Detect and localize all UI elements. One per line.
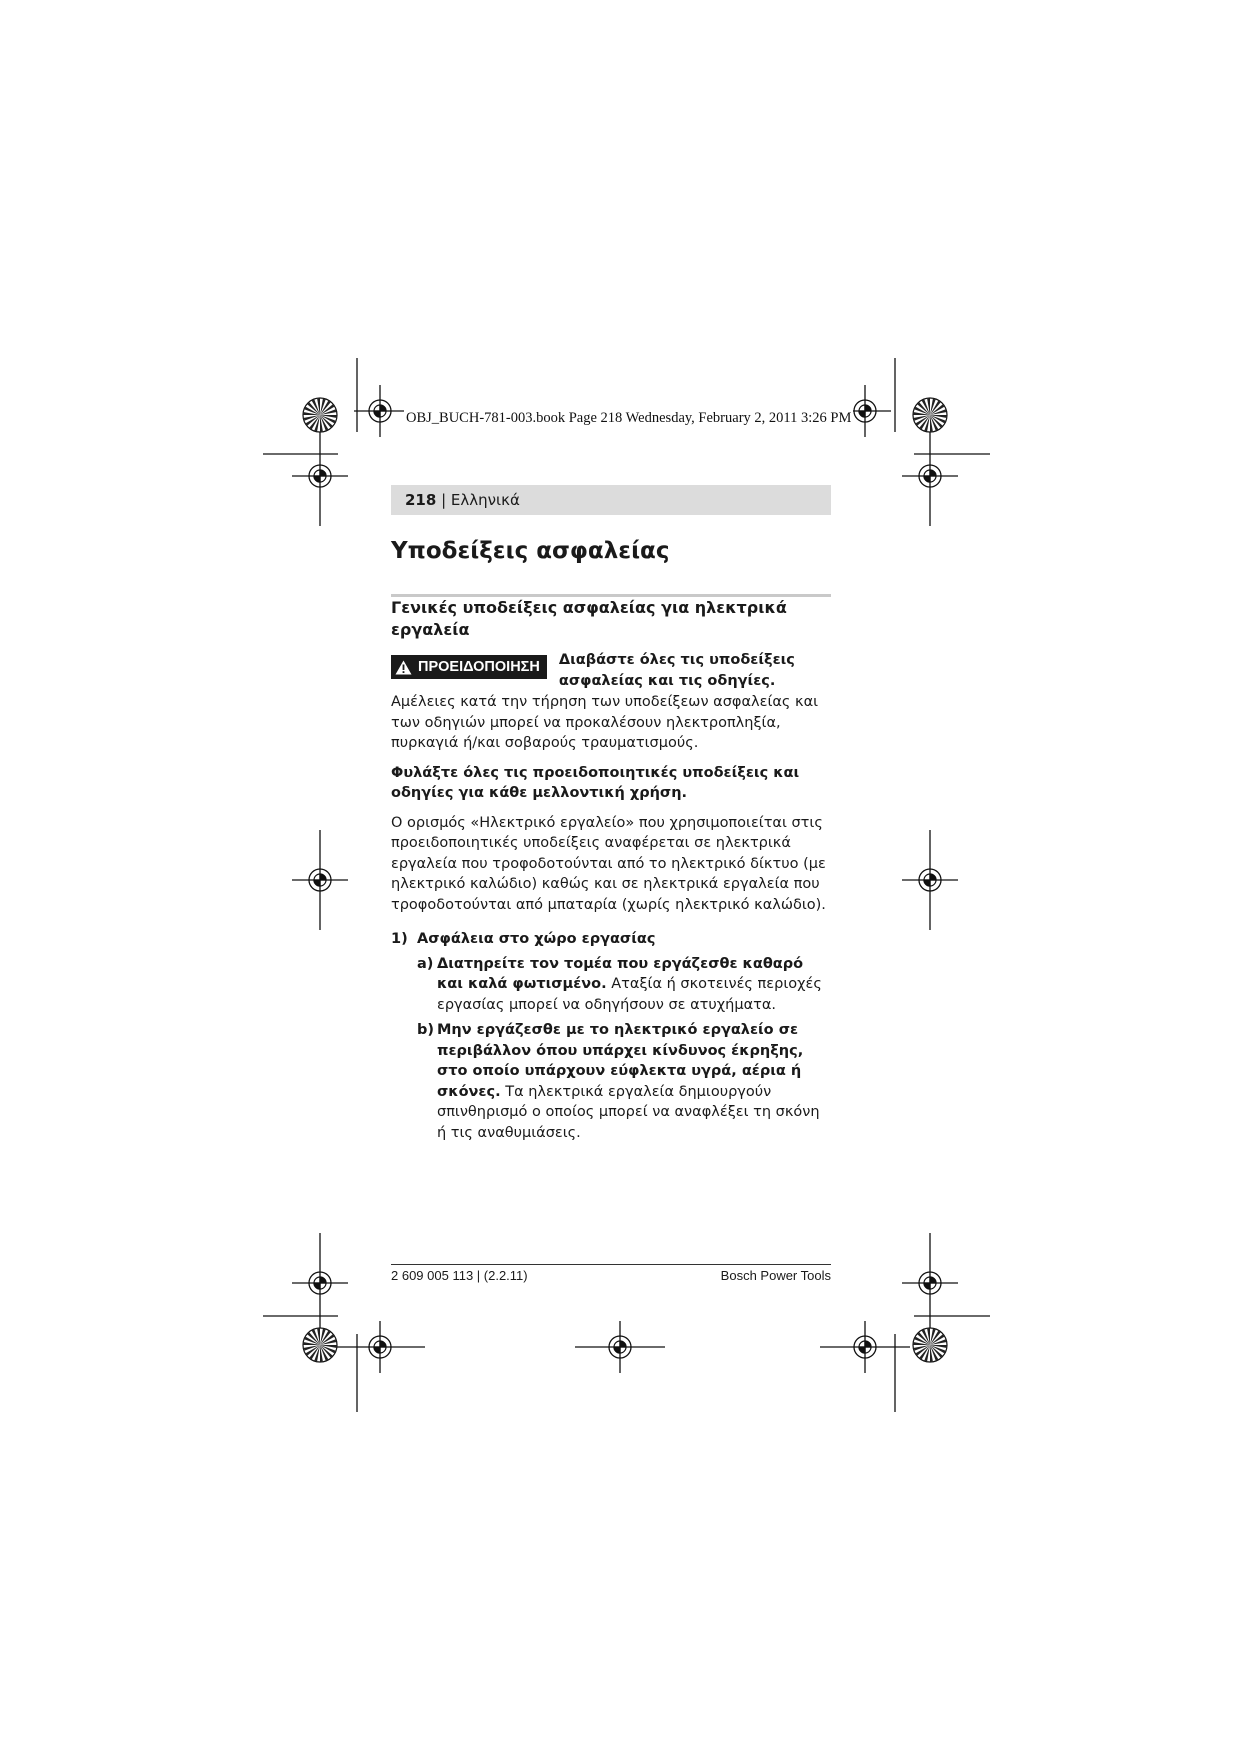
item-text: Αταξία ή σκοτεινές περιοχές εργασίας μπορεί να οδηγήσουν σε ατυχήματα. (437, 976, 822, 1013)
registration-mark-icon (292, 426, 348, 526)
item-text: Τα ηλεκτρικά εργαλεία δημιουργούν σπινθηρισμό ο οποίος μπορεί να αναφλέξει τη σκόνη ή τις αναθυμιάσεις. (437, 1083, 820, 1141)
numbered-list (391, 929, 831, 1143)
color-target-icon (303, 398, 337, 432)
list-item (417, 1020, 831, 1143)
color-target-icon (913, 398, 947, 432)
header-language: Ελληνικά (450, 491, 520, 509)
sub-list (417, 954, 831, 1144)
registration-mark-icon (292, 830, 348, 930)
registration-mark-icon (902, 1233, 958, 1333)
item-letter: a) (417, 955, 434, 972)
registration-mark-icon (575, 1321, 665, 1373)
paragraph-3: Ο ορισμός «Ηλεκτρικό εργαλείο» που χρησιμοποιείται στις προειδοποιητικές υποδείξεις αναφέρεται σε ηλεκτρικά εργαλεία που τροφοδοτούνται από το ηλεκτρικό δίκτυο (με ηλεκτρικό καλώδιο) καθώς και σε ηλεκτρικά εργαλεία που τροφοδοτούνται από μπαταρία (χωρίς ηλεκτρικό καλώδιο). (391, 814, 826, 913)
footer-divider (391, 1264, 831, 1265)
item-letter: b) (417, 1022, 435, 1038)
registration-mark-icon (354, 385, 406, 437)
footer-doc-number: 2 609 005 113 | (2.2.11) (391, 1268, 528, 1283)
page-number: 218 (405, 491, 437, 509)
footer-brand: Bosch Power Tools (720, 1268, 831, 1283)
list-number: 1) (391, 931, 408, 947)
list-item-1 (391, 929, 831, 950)
warning-triangle-icon (395, 660, 412, 675)
warning-badge (391, 655, 547, 679)
list-heading: Ασφάλεια στο χώρο εργασίας (417, 931, 656, 947)
registration-mark-icon (292, 1233, 348, 1333)
registration-mark-icon (820, 1321, 910, 1373)
color-target-icon (303, 1328, 337, 1362)
item-body (437, 1020, 831, 1143)
item-body (437, 954, 831, 1016)
main-content (391, 597, 831, 1148)
page-title: Υποδείξεις ασφαλείας (391, 538, 670, 564)
registration-mark-icon (335, 1321, 425, 1373)
item-bold-text: Μην εργάζεσθε με το ηλεκτρικό εργαλείο σε περιβάλλον όπου υπάρχει κίνδυνος έκρηξης, στο οποίο υπάρχουν εύφλεκτα υγρά, αέρια ή σκόνες. (437, 1022, 804, 1100)
paragraph-2: Φυλάξτε όλες τις προειδοποιητικές υποδείξεις και οδηγίες για κάθε μελλοντική χρήση. (391, 764, 800, 801)
item-bold-text: Διατηρείτε τον τομέα που εργάζεσθε καθαρό και καλά φωτισμένο. (437, 955, 804, 992)
paragraph-1: Αμέλειες κατά την τήρηση των υποδείξεων ασφαλείας και των οδηγιών μπορεί να προκαλέσουν ηλεκτροπληξία, πυρκαγιά ή/και σοβαρούς τραυματισμούς. (391, 694, 819, 751)
warning-row (391, 650, 831, 691)
list-item (417, 954, 831, 1016)
section-heading: Γενικές υποδείξεις ασφαλείας για ηλεκτρικά εργαλεία (391, 598, 787, 639)
color-target-icon (913, 1328, 947, 1362)
file-slug: OBJ_BUCH-781-003.book Page 218 Wednesday, February 2, 2011 3:26 PM (406, 410, 852, 426)
warning-text: Διαβάστε όλες τις υποδείξεις ασφαλείας και τις οδηγίες. (558, 652, 795, 689)
page-header (391, 485, 831, 515)
header-separator: | (436, 491, 451, 509)
registration-mark-icon (902, 830, 958, 930)
warning-label: ΠΡΟΕΙΔΟΠΟΙΗΣΗ (418, 658, 540, 675)
registration-mark-icon (902, 426, 958, 526)
